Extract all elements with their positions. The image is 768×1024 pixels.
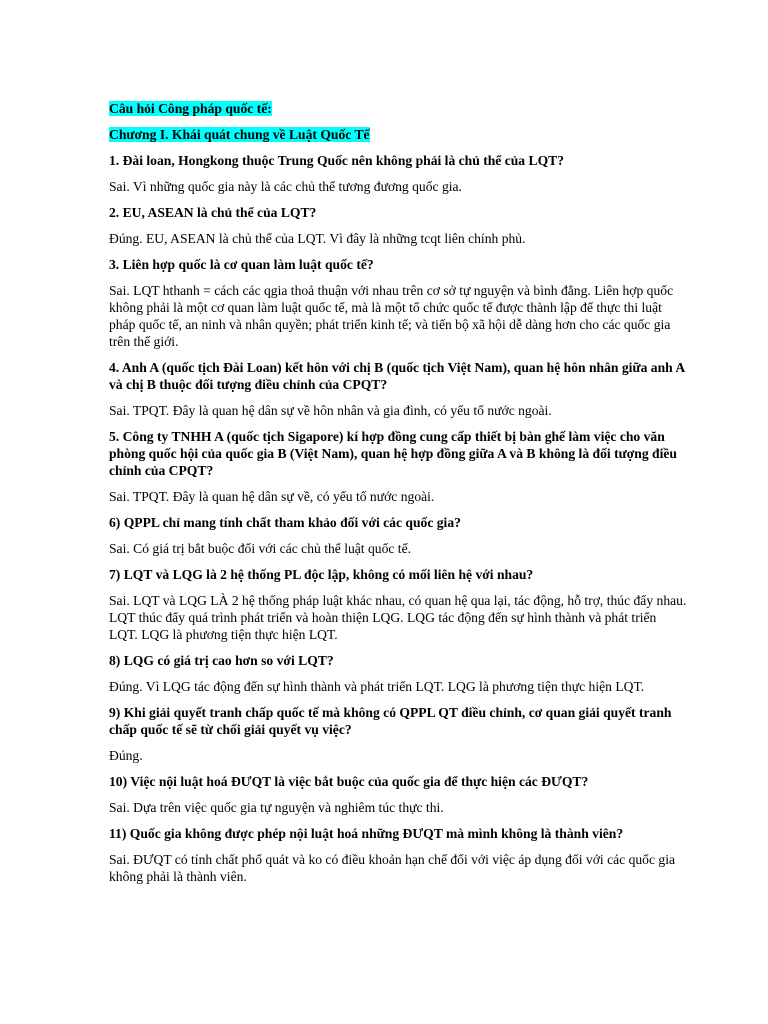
answer-8: Đúng. Vì LQG tác động đến sự hình thành và phát triển LQT. LQG là phương tiện thực hiện LQT. [109,679,645,694]
answer-3: Sai. LQT hthanh = cách các qgia thoả thuận với nhau trên cơ sở tự nguyện và bình đẳng. Liên hợp quốc không phải là một cơ quan làm luật quốc tế, mà là một tổ chức quốc tế được thành lập để thực thi luật pháp quốc tế, an ninh và nhân quyền; phát triển kinh tế; và tiến bộ xã hội dễ dàng hơn cho các quốc gia trên thế giới. [109,283,674,349]
answer-2: Đúng. EU, ASEAN là chủ thể của LQT. Vì đây là những tcqt liên chính phủ. [109,231,526,246]
answer-7: Sai. LQT và LQG LÀ 2 hệ thống pháp luật khác nhau, có quan hệ qua lại, tác động, hỗ trợ, thúc đẩy nhau. LQT thúc đẩy quá trình phát triển và hoàn thiện LQG. LQG tác động đến sự hình thành và phát triển LQT. LQG là phương tiện thực hiện LQT. [109,593,687,642]
question-4: 4. Anh A (quốc tịch Đài Loan) kết hôn với chị B (quốc tịch Việt Nam), quan hệ hôn nhân giữa anh A và chị B thuộc đối tượng điều chỉnh của CPQT? [109,360,685,392]
answer-11: Sai. ĐƯQT có tính chất phổ quát và ko có điều khoản hạn chế đối với việc áp dụng đối với các quốc gia không phải là thành viên. [109,852,676,884]
question-2: 2. EU, ASEAN là chủ thể của LQT? [109,205,317,220]
question-10: 10) Việc nội luật hoá ĐƯQT là việc bắt buộc của quốc gia để thực hiện các ĐƯQT? [109,774,589,789]
answer-1: Sai. Vì những quốc gia này là các chủ thể tương đương quốc gia. [109,179,462,194]
document-content [109,100,687,894]
answer-9: Đúng. [109,748,143,763]
question-8: 8) LQG có giá trị cao hơn so với LQT? [109,653,334,668]
question-5: 5. Công ty TNHH A (quốc tịch Sigapore) kí hợp đồng cung cấp thiết bị bàn ghế làm việc cho văn phòng quốc hội của quốc gia B (Việt Nam), quan hệ hợp đồng giữa A và B không là đối tượng điều chỉnh của CPQT? [109,429,677,478]
question-9: 9) Khi giải quyết tranh chấp quốc tế mà không có QPPL QT điều chỉnh, cơ quan giải quyết tranh chấp quốc tế sẽ từ chối giải quyết vụ việc? [109,705,672,737]
answer-6: Sai. Có giá trị bắt buộc đối với các chủ thể luật quốc tế. [109,541,412,556]
answer-5: Sai. TPQT. Đây là quan hệ dân sự về, có yếu tố nước ngoài. [109,489,435,504]
question-11: 11) Quốc gia không được phép nội luật hoá những ĐƯQT mà mình không là thành viên? [109,826,624,841]
chapter-heading-line [109,126,687,143]
document-title-line [109,100,687,117]
question-6: 6) QPPL chỉ mang tính chất tham khảo đối với các quốc gia? [109,515,461,530]
answer-4: Sai. TPQT. Đây là quan hệ dân sự về hôn nhân và gia đình, có yếu tố nước ngoài. [109,403,552,418]
question-7: 7) LQT và LQG là 2 hệ thống PL độc lập, không có mối liên hệ với nhau? [109,567,534,582]
question-3: 3. Liên hợp quốc là cơ quan làm luật quốc tế? [109,257,374,272]
chapter-heading: Chương I. Khái quát chung về Luật Quốc Tế [109,127,370,142]
document-title: Câu hỏi Công pháp quốc tế: [109,101,272,116]
question-1: 1. Đài loan, Hongkong thuộc Trung Quốc nên không phải là chủ thể của LQT? [109,153,565,168]
answer-10: Sai. Dựa trên việc quốc gia tự nguyện và nghiêm túc thực thi. [109,800,444,815]
